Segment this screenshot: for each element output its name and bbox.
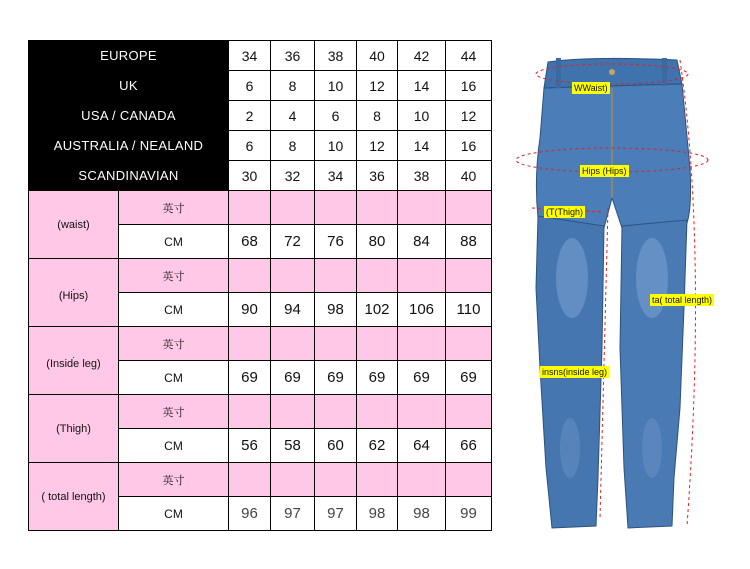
size-system-label: USA / CANADA bbox=[29, 101, 229, 131]
dot: . bbox=[72, 349, 75, 360]
cm-value: 102 bbox=[357, 293, 398, 327]
size-value: 42 bbox=[398, 41, 446, 71]
cm-value: 98 bbox=[398, 497, 446, 531]
size-value: 44 bbox=[446, 41, 492, 71]
cm-value: 84 bbox=[398, 225, 446, 259]
measurement-inch-row bbox=[29, 327, 492, 361]
inch-value-cell bbox=[357, 395, 398, 429]
inch-value-cell bbox=[398, 191, 446, 225]
inch-value-cell bbox=[271, 191, 315, 225]
cm-value: 72 bbox=[271, 225, 315, 259]
inch-value-cell bbox=[446, 327, 492, 361]
cm-value: 80 bbox=[357, 225, 398, 259]
inch-value-cell bbox=[229, 327, 271, 361]
cm-value: 88 bbox=[446, 225, 492, 259]
inch-value-cell bbox=[315, 463, 357, 497]
inch-value-cell bbox=[229, 395, 271, 429]
fade-highlight bbox=[556, 238, 588, 318]
size-header-row bbox=[29, 131, 492, 161]
size-value: 32 bbox=[271, 161, 315, 191]
measurement-inch-row bbox=[29, 395, 492, 429]
cm-value: 62 bbox=[357, 429, 398, 463]
inch-value-cell bbox=[357, 327, 398, 361]
cm-value: 69 bbox=[229, 361, 271, 395]
measurement-name bbox=[29, 191, 119, 259]
thigh-label: (T(Thigh) bbox=[546, 207, 584, 217]
measurement-name bbox=[29, 395, 119, 463]
fade-highlight bbox=[642, 418, 662, 478]
size-value: 8 bbox=[271, 131, 315, 161]
size-value: 12 bbox=[357, 131, 398, 161]
inch-value-cell bbox=[357, 463, 398, 497]
measurement-name-text: (Thigh) bbox=[56, 422, 91, 435]
size-header-row bbox=[29, 71, 492, 101]
inch-value-cell bbox=[398, 395, 446, 429]
inside-leg-label: insns(inside leg) bbox=[542, 367, 608, 377]
size-value: 38 bbox=[398, 161, 446, 191]
size-value: 10 bbox=[398, 101, 446, 131]
cm-value: 98 bbox=[315, 293, 357, 327]
size-system-label: SCANDINAVIAN bbox=[29, 161, 229, 191]
measurement-name-text: ( total length) bbox=[41, 490, 106, 503]
cm-value: 69 bbox=[357, 361, 398, 395]
unit-cm-label: CM bbox=[119, 361, 229, 395]
fade-highlight bbox=[560, 418, 580, 478]
button bbox=[609, 69, 615, 75]
measurement-inch-row bbox=[29, 463, 492, 497]
dot: . bbox=[72, 281, 75, 292]
inch-value-cell bbox=[446, 191, 492, 225]
cm-value: 69 bbox=[315, 361, 357, 395]
size-system-label: EUROPE bbox=[29, 41, 229, 71]
inch-value-cell bbox=[229, 463, 271, 497]
inch-value-cell bbox=[271, 327, 315, 361]
size-value: 34 bbox=[315, 161, 357, 191]
size-value: 12 bbox=[446, 101, 492, 131]
cm-value: 97 bbox=[271, 497, 315, 531]
size-value: 36 bbox=[357, 161, 398, 191]
cm-value: 90 bbox=[229, 293, 271, 327]
inch-value-cell bbox=[315, 191, 357, 225]
fade-highlight bbox=[636, 238, 668, 318]
cm-value: 64 bbox=[398, 429, 446, 463]
measurement-name bbox=[29, 327, 119, 395]
unit-inch-label: 英寸 bbox=[119, 395, 229, 429]
size-value: 36 bbox=[271, 41, 315, 71]
size-system-label: UK bbox=[29, 71, 229, 101]
inch-value-cell bbox=[398, 327, 446, 361]
cm-value: 69 bbox=[271, 361, 315, 395]
inch-value-cell bbox=[229, 259, 271, 293]
size-value: 6 bbox=[229, 131, 271, 161]
measurement-inch-row bbox=[29, 259, 492, 293]
size-value: 38 bbox=[315, 41, 357, 71]
size-header-row bbox=[29, 161, 492, 191]
measurement-name-text: (Hips) bbox=[58, 289, 89, 302]
inch-value-cell bbox=[315, 259, 357, 293]
measurement-name bbox=[29, 463, 119, 531]
cm-value: 106 bbox=[398, 293, 446, 327]
cm-value: 69 bbox=[398, 361, 446, 395]
inch-value-cell bbox=[229, 191, 271, 225]
inch-value-cell bbox=[357, 259, 398, 293]
cm-value: 69 bbox=[446, 361, 492, 395]
size-value: 6 bbox=[229, 71, 271, 101]
size-value: 10 bbox=[315, 71, 357, 101]
cm-value: 110 bbox=[446, 293, 492, 327]
unit-inch-label: 英寸 bbox=[119, 327, 229, 361]
inch-value-cell bbox=[398, 463, 446, 497]
inch-value-cell bbox=[315, 395, 357, 429]
measurement-inch-row bbox=[29, 191, 492, 225]
inch-value-cell bbox=[271, 259, 315, 293]
cm-value: 66 bbox=[446, 429, 492, 463]
inch-value-cell bbox=[398, 259, 446, 293]
size-value: 10 bbox=[315, 131, 357, 161]
size-header-row bbox=[29, 101, 492, 131]
size-value: 8 bbox=[357, 101, 398, 131]
size-value: 14 bbox=[398, 131, 446, 161]
size-value: 6 bbox=[315, 101, 357, 131]
belt-loop bbox=[662, 58, 667, 86]
hips-label: Hips (Hips) bbox=[582, 166, 627, 176]
inch-value-cell bbox=[446, 463, 492, 497]
cm-value: 68 bbox=[229, 225, 271, 259]
size-value: 16 bbox=[446, 71, 492, 101]
inch-value-cell bbox=[315, 327, 357, 361]
size-value: 40 bbox=[357, 41, 398, 71]
cm-value: 76 bbox=[315, 225, 357, 259]
size-value: 16 bbox=[446, 131, 492, 161]
inch-value-cell bbox=[357, 191, 398, 225]
cm-value: 56 bbox=[229, 429, 271, 463]
inch-value-cell bbox=[271, 395, 315, 429]
size-value: 4 bbox=[271, 101, 315, 131]
cm-value: 94 bbox=[271, 293, 315, 327]
cm-value: 97 bbox=[315, 497, 357, 531]
unit-inch-label: 英寸 bbox=[119, 191, 229, 225]
measurement-name-text: (waist) bbox=[57, 218, 90, 231]
size-value: 40 bbox=[446, 161, 492, 191]
unit-inch-label: 英寸 bbox=[119, 259, 229, 293]
unit-cm-label: CM bbox=[119, 225, 229, 259]
size-value: 14 bbox=[398, 71, 446, 101]
cm-value: 99 bbox=[446, 497, 492, 531]
belt-loop bbox=[556, 58, 561, 88]
size-value: 8 bbox=[271, 71, 315, 101]
cm-value: 60 bbox=[315, 429, 357, 463]
size-value: 12 bbox=[357, 71, 398, 101]
unit-cm-label: CM bbox=[119, 429, 229, 463]
cm-value: 98 bbox=[357, 497, 398, 531]
size-chart-table bbox=[28, 40, 492, 531]
cm-value: 58 bbox=[271, 429, 315, 463]
size-value: 34 bbox=[229, 41, 271, 71]
size-value: 30 bbox=[229, 161, 271, 191]
size-header-row bbox=[29, 41, 492, 71]
unit-cm-label: CM bbox=[119, 497, 229, 531]
inch-value-cell bbox=[446, 395, 492, 429]
inch-value-cell bbox=[446, 259, 492, 293]
cm-value: 96 bbox=[229, 497, 271, 531]
measurement-name-text: (Inside leg) bbox=[46, 357, 101, 370]
size-system-label: AUSTRALIA / NEALAND bbox=[29, 131, 229, 161]
measurement-name bbox=[29, 259, 119, 327]
unit-inch-label: 英寸 bbox=[119, 463, 229, 497]
size-value: 2 bbox=[229, 101, 271, 131]
total-length-label: ta( total length) bbox=[652, 295, 713, 305]
inch-value-cell bbox=[271, 463, 315, 497]
waist-label: WWaist) bbox=[574, 83, 608, 93]
unit-cm-label: CM bbox=[119, 293, 229, 327]
